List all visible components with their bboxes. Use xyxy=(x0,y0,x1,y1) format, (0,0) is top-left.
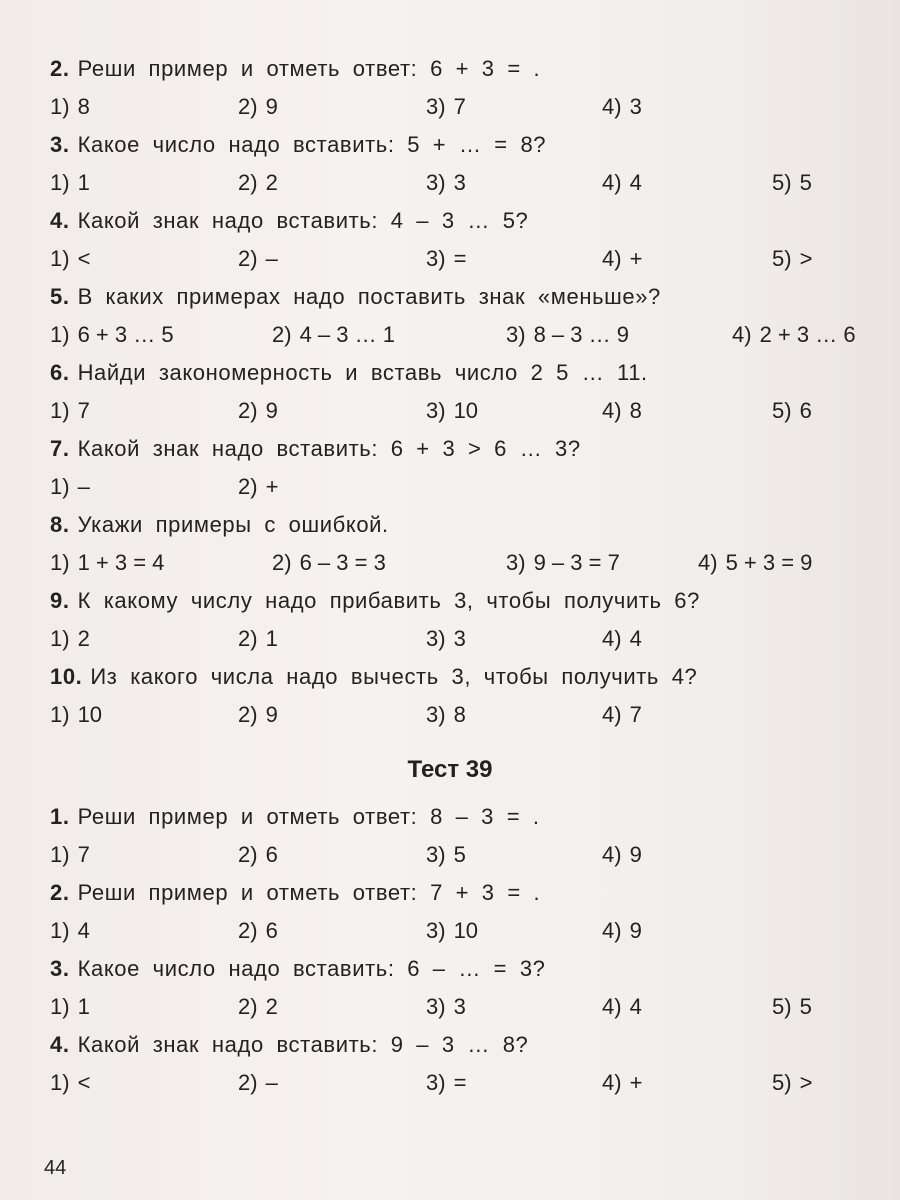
option-value: 1 xyxy=(77,994,90,1019)
option-number: 5) xyxy=(772,170,792,195)
answer-option[interactable] xyxy=(506,316,629,354)
option-number: 2) xyxy=(238,702,258,727)
answer-option[interactable] xyxy=(602,240,642,278)
question-text: Какой знак надо вставить: 4 – 3 … 5? xyxy=(77,208,529,233)
answer-option[interactable] xyxy=(50,544,164,582)
question-text: Какой знак надо вставить: 9 – 3 … 8? xyxy=(77,1032,529,1057)
question-number: 9. xyxy=(50,588,70,613)
option-number: 2) xyxy=(272,322,292,347)
answer-option[interactable] xyxy=(772,1064,812,1102)
option-number: 3) xyxy=(506,550,526,575)
option-number: 4) xyxy=(602,626,622,651)
question-number: 4. xyxy=(50,1032,70,1057)
question-2 xyxy=(50,50,880,88)
answer-option[interactable] xyxy=(732,316,856,354)
test-39-section xyxy=(50,798,880,1102)
option-value: 10 xyxy=(453,918,479,943)
option-number: 2) xyxy=(238,994,258,1019)
option-value: 9 xyxy=(629,918,642,943)
answer-option[interactable] xyxy=(772,164,812,202)
question-3 xyxy=(50,126,880,164)
option-number: 5) xyxy=(772,994,792,1019)
option-value: 5 + 3 = 9 xyxy=(725,550,813,575)
option-value: 1 xyxy=(77,170,90,195)
question-text: В каких примерах надо поставить знак «меньше»? xyxy=(77,284,661,309)
answer-row xyxy=(50,164,880,202)
option-number: 2) xyxy=(238,170,258,195)
answer-row xyxy=(50,912,880,950)
option-value: 6 xyxy=(799,398,812,423)
option-number: 1) xyxy=(50,702,70,727)
option-number: 1) xyxy=(50,550,70,575)
answer-option[interactable] xyxy=(772,240,812,278)
answer-option[interactable] xyxy=(426,88,466,126)
option-value: 9 xyxy=(265,94,278,119)
option-number: 1) xyxy=(50,842,70,867)
option-value: 7 xyxy=(77,398,90,423)
answer-option[interactable] xyxy=(50,468,90,506)
option-number: 4) xyxy=(602,398,622,423)
answer-option[interactable] xyxy=(50,164,90,202)
answer-option[interactable] xyxy=(50,1064,90,1102)
question-number: 4. xyxy=(50,208,70,233)
question-text: Укажи примеры с ошибкой. xyxy=(77,512,389,537)
option-value: – xyxy=(77,474,90,499)
option-number: 1) xyxy=(50,626,70,651)
test-39-title: Тест 39 xyxy=(407,756,493,783)
question-text: Из какого числа надо вычесть 3, чтобы получить 4? xyxy=(90,664,698,689)
option-number: 3) xyxy=(426,398,446,423)
option-value: 5 xyxy=(799,170,812,195)
option-number: 1) xyxy=(50,398,70,423)
answer-option[interactable] xyxy=(238,988,278,1026)
answer-option[interactable] xyxy=(50,316,174,354)
option-value: 4 xyxy=(629,626,642,651)
answer-option[interactable] xyxy=(238,88,278,126)
question-text: Реши пример и отметь ответ: 8 – 3 = . xyxy=(77,804,540,829)
answer-row xyxy=(50,1064,880,1102)
answer-option[interactable] xyxy=(50,696,102,734)
question-number: 2. xyxy=(50,56,70,81)
answer-option[interactable] xyxy=(602,988,642,1026)
answer-option[interactable] xyxy=(426,164,466,202)
option-number: 2) xyxy=(238,398,258,423)
answer-option[interactable] xyxy=(602,696,642,734)
answer-row xyxy=(50,88,880,126)
option-number: 4) xyxy=(732,322,752,347)
option-value: 9 xyxy=(265,702,278,727)
option-number: 3) xyxy=(426,626,446,651)
answer-option[interactable] xyxy=(602,1064,642,1102)
question-text: Какой знак надо вставить: 6 + 3 > 6 … 3? xyxy=(77,436,581,461)
option-value: + xyxy=(629,246,643,271)
question-number: 5. xyxy=(50,284,70,309)
option-value: 6 + 3 … 5 xyxy=(77,322,174,347)
option-value: 3 xyxy=(453,994,466,1019)
option-number: 2) xyxy=(238,1070,258,1095)
answer-row xyxy=(50,316,880,354)
option-value: = xyxy=(453,246,467,271)
option-number: 1) xyxy=(50,246,70,271)
answer-row xyxy=(50,240,880,278)
option-number: 1) xyxy=(50,994,70,1019)
option-value: 10 xyxy=(453,398,479,423)
option-value: 2 xyxy=(265,994,278,1019)
option-number: 3) xyxy=(426,702,446,727)
answer-option[interactable] xyxy=(772,988,812,1026)
question-number: 7. xyxy=(50,436,70,461)
answer-row xyxy=(50,544,880,582)
option-number: 4) xyxy=(602,918,622,943)
option-number: 4) xyxy=(602,170,622,195)
option-value: 6 – 3 = 3 xyxy=(299,550,386,575)
option-value: 3 xyxy=(453,626,466,651)
answer-option[interactable] xyxy=(238,1064,278,1102)
option-number: 4) xyxy=(602,702,622,727)
answer-option[interactable] xyxy=(426,620,466,658)
option-value: + xyxy=(629,1070,643,1095)
answer-option[interactable] xyxy=(426,1064,466,1102)
answer-option[interactable] xyxy=(272,316,395,354)
answer-option[interactable] xyxy=(602,392,642,430)
option-number: 2) xyxy=(238,842,258,867)
answer-row xyxy=(50,468,880,506)
question-2 xyxy=(50,874,880,912)
option-value: 10 xyxy=(77,702,103,727)
option-number: 3) xyxy=(506,322,526,347)
question-number: 6. xyxy=(50,360,70,385)
option-number: 2) xyxy=(238,626,258,651)
option-value: < xyxy=(77,1070,91,1095)
option-number: 3) xyxy=(426,170,446,195)
answer-row xyxy=(50,620,880,658)
option-number: 1) xyxy=(50,322,70,347)
option-number: 5) xyxy=(772,398,792,423)
answer-option[interactable] xyxy=(50,392,90,430)
option-number: 1) xyxy=(50,170,70,195)
answer-option[interactable] xyxy=(426,240,466,278)
question-text: Реши пример и отметь ответ: 6 + 3 = . xyxy=(77,56,541,81)
option-value: < xyxy=(77,246,91,271)
answer-row xyxy=(50,988,880,1026)
option-number: 3) xyxy=(426,1070,446,1095)
answer-option[interactable] xyxy=(698,544,812,582)
question-4 xyxy=(50,202,880,240)
question-text: Какое число надо вставить: 5 + … = 8? xyxy=(77,132,547,157)
question-6 xyxy=(50,354,880,392)
answer-option[interactable] xyxy=(238,836,278,874)
option-number: 3) xyxy=(426,994,446,1019)
answer-option[interactable] xyxy=(238,912,278,950)
answer-option[interactable] xyxy=(426,392,478,430)
answer-option[interactable] xyxy=(602,88,642,126)
answer-row xyxy=(50,696,880,734)
answer-option[interactable] xyxy=(506,544,620,582)
option-value: + xyxy=(265,474,279,499)
option-value: 9 – 3 = 7 xyxy=(533,550,620,575)
answer-option[interactable] xyxy=(50,836,90,874)
question-text: К какому числу надо прибавить 3, чтобы получить 6? xyxy=(77,588,700,613)
answer-option[interactable] xyxy=(238,468,278,506)
answer-row xyxy=(50,836,880,874)
question-number: 8. xyxy=(50,512,70,537)
option-value: > xyxy=(799,246,813,271)
answer-option[interactable] xyxy=(238,392,278,430)
option-number: 2) xyxy=(238,918,258,943)
option-number: 5) xyxy=(772,246,792,271)
option-value: 3 xyxy=(629,94,642,119)
answer-option[interactable] xyxy=(602,164,642,202)
option-value: 4 xyxy=(629,170,642,195)
option-number: 4) xyxy=(602,94,622,119)
option-value: > xyxy=(799,1070,813,1095)
option-value: 9 xyxy=(265,398,278,423)
question-9 xyxy=(50,582,880,620)
answer-option[interactable] xyxy=(426,696,466,734)
page-number: 44 xyxy=(44,1157,67,1179)
option-value: 7 xyxy=(453,94,466,119)
option-number: 4) xyxy=(698,550,718,575)
answer-option[interactable] xyxy=(50,240,90,278)
option-value: 8 xyxy=(629,398,642,423)
option-value: 5 xyxy=(799,994,812,1019)
question-number: 1. xyxy=(50,804,70,829)
question-3 xyxy=(50,950,880,988)
option-number: 2) xyxy=(272,550,292,575)
option-number: 1) xyxy=(50,1070,70,1095)
option-value: – xyxy=(265,1070,278,1095)
answer-option[interactable] xyxy=(50,88,90,126)
answer-option[interactable] xyxy=(272,544,386,582)
answer-option[interactable] xyxy=(50,988,90,1026)
option-number: 3) xyxy=(426,246,446,271)
answer-option[interactable] xyxy=(426,912,478,950)
option-value: 8 xyxy=(453,702,466,727)
option-value: 8 – 3 … 9 xyxy=(533,322,629,347)
option-value: – xyxy=(265,246,278,271)
answer-option[interactable] xyxy=(238,696,278,734)
option-number: 2) xyxy=(238,94,258,119)
question-1 xyxy=(50,798,880,836)
question-7 xyxy=(50,430,880,468)
option-number: 2) xyxy=(238,246,258,271)
answer-option[interactable] xyxy=(602,620,642,658)
question-number: 10. xyxy=(50,664,83,689)
question-4 xyxy=(50,1026,880,1064)
question-text: Какое число надо вставить: 6 – … = 3? xyxy=(77,956,546,981)
option-value: 3 xyxy=(453,170,466,195)
answer-option[interactable] xyxy=(602,912,642,950)
answer-option[interactable] xyxy=(426,836,466,874)
test-38-section xyxy=(50,50,880,734)
option-number: 2) xyxy=(238,474,258,499)
answer-option[interactable] xyxy=(772,392,812,430)
option-value: 2 + 3 … 6 xyxy=(759,322,856,347)
option-number: 4) xyxy=(602,994,622,1019)
question-text: Найди закономерность и вставь число 2 5 … 11. xyxy=(77,360,648,385)
page-content xyxy=(50,50,880,1102)
option-number: 1) xyxy=(50,94,70,119)
question-number: 2. xyxy=(50,880,70,905)
option-number: 5) xyxy=(772,1070,792,1095)
option-value: 2 xyxy=(77,626,90,651)
option-value: 6 xyxy=(265,918,278,943)
option-value: 7 xyxy=(77,842,90,867)
question-number: 3. xyxy=(50,956,70,981)
question-number: 3. xyxy=(50,132,70,157)
option-value: 4 xyxy=(77,918,90,943)
answer-option[interactable] xyxy=(602,836,642,874)
option-number: 3) xyxy=(426,94,446,119)
question-10 xyxy=(50,658,880,696)
answer-option[interactable] xyxy=(50,620,90,658)
option-value: 2 xyxy=(265,170,278,195)
answer-row xyxy=(50,392,880,430)
option-number: 1) xyxy=(50,474,70,499)
option-value: 7 xyxy=(629,702,642,727)
answer-option[interactable] xyxy=(238,164,278,202)
option-value: 1 + 3 = 4 xyxy=(77,550,165,575)
option-number: 4) xyxy=(602,842,622,867)
question-text: Реши пример и отметь ответ: 7 + 3 = . xyxy=(77,880,541,905)
option-value: 6 xyxy=(265,842,278,867)
option-value: 4 – 3 … 1 xyxy=(299,322,395,347)
question-5 xyxy=(50,278,880,316)
answer-option[interactable] xyxy=(238,620,278,658)
option-value: = xyxy=(453,1070,467,1095)
option-number: 1) xyxy=(50,918,70,943)
question-8 xyxy=(50,506,880,544)
option-value: 8 xyxy=(77,94,90,119)
option-value: 1 xyxy=(265,626,278,651)
option-value: 9 xyxy=(629,842,642,867)
option-number: 3) xyxy=(426,842,446,867)
option-value: 4 xyxy=(629,994,642,1019)
option-number: 4) xyxy=(602,1070,622,1095)
answer-option[interactable] xyxy=(238,240,278,278)
option-number: 4) xyxy=(602,246,622,271)
answer-option[interactable] xyxy=(426,988,466,1026)
answer-option[interactable] xyxy=(50,912,90,950)
option-number: 3) xyxy=(426,918,446,943)
option-value: 5 xyxy=(453,842,466,867)
